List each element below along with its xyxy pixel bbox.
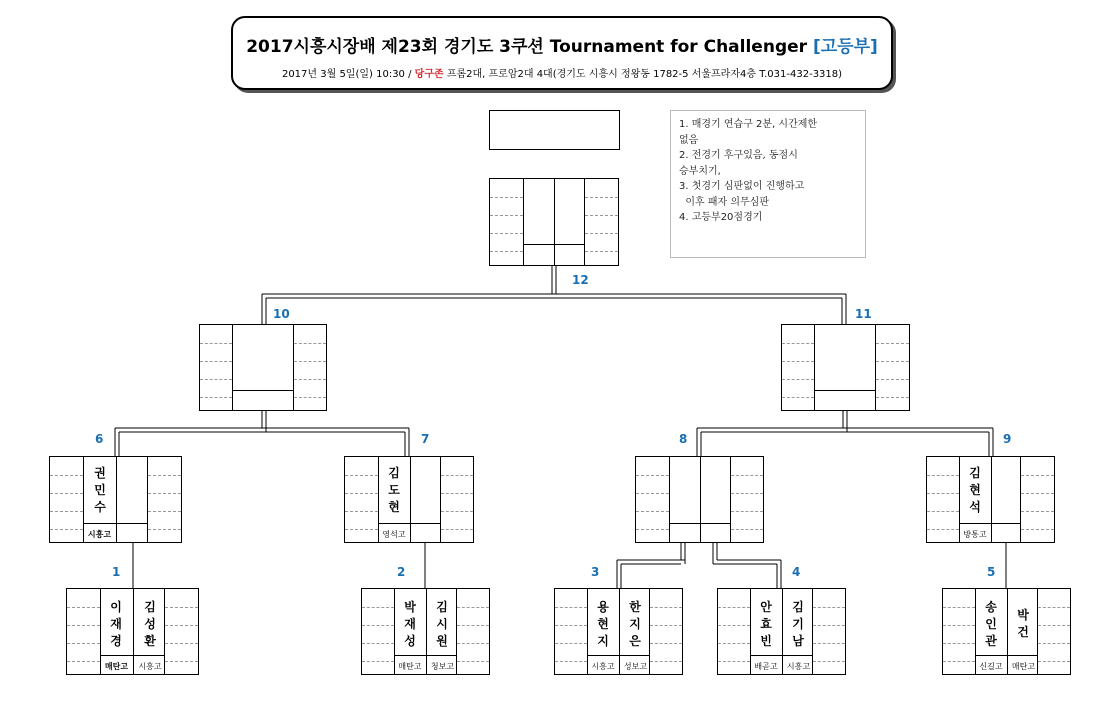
score-column	[293, 325, 326, 410]
score-column	[730, 457, 763, 542]
score-column	[345, 457, 379, 542]
match-1-box	[66, 588, 199, 675]
player-school: 청보고	[430, 662, 455, 671]
match-number: 11	[855, 307, 872, 321]
player-school: 시흥고	[591, 662, 615, 671]
match-10-box	[199, 324, 327, 411]
player-school: 신길고	[979, 662, 1003, 671]
score-column	[50, 457, 84, 542]
match-9-box	[926, 456, 1055, 543]
match-4-box	[717, 588, 846, 675]
match-7-box	[344, 456, 474, 543]
note-line: 이후 패자 의무심판	[679, 196, 769, 208]
score-column	[782, 325, 815, 410]
score-column	[943, 589, 976, 674]
match-number: 2	[397, 565, 406, 579]
player-name: 김현석	[969, 466, 981, 514]
match-2-box	[361, 588, 490, 675]
player-name: 김시원	[436, 600, 448, 648]
player-school: 방통고	[963, 530, 987, 539]
match-number: 1	[112, 565, 121, 579]
note-line: 2. 전경기 후구있음, 동점시	[679, 150, 798, 161]
venue-details: 프롬2대, 프로암2대 4대(경기도 시흥시 정왕동 1782-5 서울프라자4층 T.031-432-3318)	[443, 69, 843, 80]
note-line: 4. 고등부20점경기	[679, 212, 763, 223]
score-column	[1020, 457, 1054, 542]
note-line: 3. 첫경기 심판없이 진행하고	[679, 181, 805, 192]
player-name: 안효빈	[760, 600, 772, 648]
note-line: 1. 매경기 연습구 2분, 시간제한	[679, 119, 818, 130]
match-number: 5	[987, 565, 996, 579]
score-column	[200, 325, 233, 410]
score-column	[490, 179, 524, 265]
match-number: 9	[1003, 432, 1012, 446]
player-name: 김성환	[144, 600, 156, 648]
score-column	[440, 457, 473, 542]
score-column	[164, 589, 198, 674]
player-name: 박재성	[404, 600, 416, 648]
player-school: 매탄고	[398, 662, 422, 671]
player-name: 김도현	[388, 466, 400, 514]
match-number: 10	[273, 307, 290, 321]
score-column	[1037, 589, 1070, 674]
score-column	[456, 589, 489, 674]
player-school: 시흥고	[87, 530, 112, 539]
match-12-box	[489, 178, 619, 266]
score-column	[555, 589, 588, 674]
venue-name: 당구존	[414, 69, 444, 80]
note-line: 없음	[679, 134, 699, 146]
score-column	[67, 589, 101, 674]
match-5-box	[942, 588, 1071, 675]
player-school: 시흥고	[786, 662, 811, 671]
score-column	[875, 325, 909, 410]
player-school: 매탄고	[1011, 662, 1036, 671]
score-column	[147, 457, 181, 542]
match-8-box	[635, 456, 764, 543]
player-name: 한지은	[629, 600, 641, 648]
player-name: 권민수	[94, 466, 106, 514]
player-school: 매탄고	[104, 662, 129, 671]
score-column	[649, 589, 682, 674]
match-number: 8	[679, 432, 688, 446]
score-column	[812, 589, 845, 674]
score-column	[718, 589, 751, 674]
match-number: 6	[95, 432, 104, 446]
player-name: 용현지	[597, 600, 609, 648]
match-number: 7	[421, 432, 430, 446]
match-number: 12	[572, 273, 589, 287]
date-time: 2017년 3월 5일(일) 10:30 /	[281, 69, 415, 80]
score-column	[927, 457, 960, 542]
match-3-box	[554, 588, 683, 675]
note-line: 승부치기,	[679, 165, 721, 177]
player-name: 김기남	[792, 600, 804, 648]
score-column	[584, 179, 618, 265]
match-11-box	[781, 324, 910, 411]
player-name: 박건	[1017, 608, 1029, 639]
division-label: [고등부]	[812, 37, 878, 57]
match-number: 3	[591, 565, 600, 579]
match-6-box	[49, 456, 182, 543]
score-column	[362, 589, 395, 674]
player-school: 성보고	[623, 662, 648, 671]
title-text: 2017시흥시장배 제23회 경기도 3쿠션 Tournament for Challenger	[246, 37, 813, 57]
match-number: 4	[792, 565, 801, 579]
score-column	[636, 457, 670, 542]
player-school: 영석고	[382, 530, 406, 539]
player-name: 이재경	[110, 600, 122, 648]
player-name: 송인관	[985, 600, 997, 648]
player-school: 배곧고	[754, 662, 778, 671]
player-school: 시흥고	[138, 662, 162, 671]
